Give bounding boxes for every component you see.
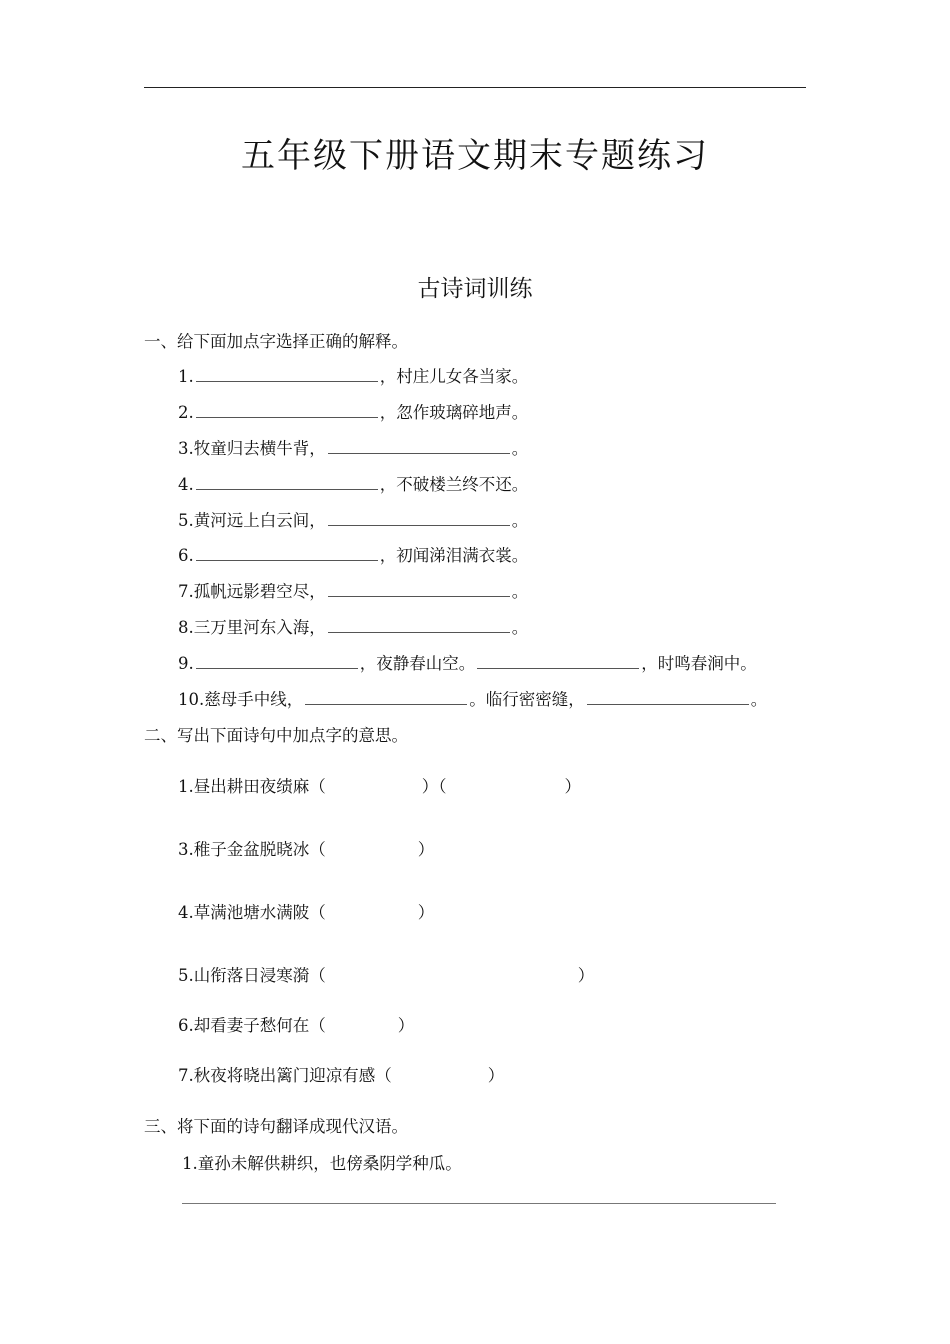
section2-heading: 二、写出下面诗句中加点字的意思。 xyxy=(144,726,408,745)
answer-blank[interactable] xyxy=(196,654,358,669)
list-item: 5.黄河远上白云间， 。 xyxy=(178,511,529,530)
list-item: 7.孤帆远影碧空尽， 。 xyxy=(178,582,529,601)
list-item: 3.稚子金盆脱晓冰（ ） xyxy=(178,840,435,859)
answer-blank[interactable] xyxy=(305,690,467,705)
list-item: 3.牧童归去横牛背， 。 xyxy=(178,439,529,458)
section-subtitle: 古诗词训练 xyxy=(417,276,533,302)
list-item: 2. ，忽作玻璃碎地声。 xyxy=(178,403,529,422)
answer-blank[interactable] xyxy=(328,511,510,526)
section3-heading: 三、将下面的诗句翻译成现代汉语。 xyxy=(144,1117,408,1136)
list-item: 1. ，村庄儿女各当家。 xyxy=(178,367,529,386)
header-rule xyxy=(144,87,806,88)
list-item: 8.三万里河东入海， 。 xyxy=(178,618,529,637)
list-item: 10.慈母手中线， 。临行密密缝， 。 xyxy=(178,690,768,709)
list-item: 6.却看妻子愁何在（ ） xyxy=(178,1016,415,1035)
page-title: 五年级下册语文期末专题练习 xyxy=(241,136,709,176)
list-item: 5.山衔落日浸寒漪（ ） xyxy=(178,966,595,985)
list-item: 1.童孙未解供耕织，也傍桑阴学种瓜。 xyxy=(182,1154,462,1173)
list-item: 9. ，夜静春山空。 ，时鸣春涧中。 xyxy=(178,654,757,673)
answer-line[interactable] xyxy=(182,1203,776,1204)
answer-blank[interactable] xyxy=(328,618,510,633)
list-item: 7.秋夜将晓出篱门迎凉有感（ ） xyxy=(178,1066,505,1085)
answer-blank[interactable] xyxy=(196,403,378,418)
answer-blank[interactable] xyxy=(587,690,749,705)
list-item: 6. ，初闻涕泪满衣裳。 xyxy=(178,546,529,565)
answer-blank[interactable] xyxy=(328,582,510,597)
answer-blank[interactable] xyxy=(328,439,510,454)
list-item: 4.草满池塘水满陂（ ） xyxy=(178,903,435,922)
list-item: 1.昼出耕田夜绩麻（ ）（ ） xyxy=(178,777,581,796)
answer-blank[interactable] xyxy=(477,654,639,669)
answer-blank[interactable] xyxy=(196,367,378,382)
section1-heading: 一、给下面加点字选择正确的解释。 xyxy=(144,332,408,351)
list-item: 4. ，不破楼兰终不还。 xyxy=(178,475,529,494)
answer-blank[interactable] xyxy=(196,475,378,490)
answer-blank[interactable] xyxy=(196,546,378,561)
